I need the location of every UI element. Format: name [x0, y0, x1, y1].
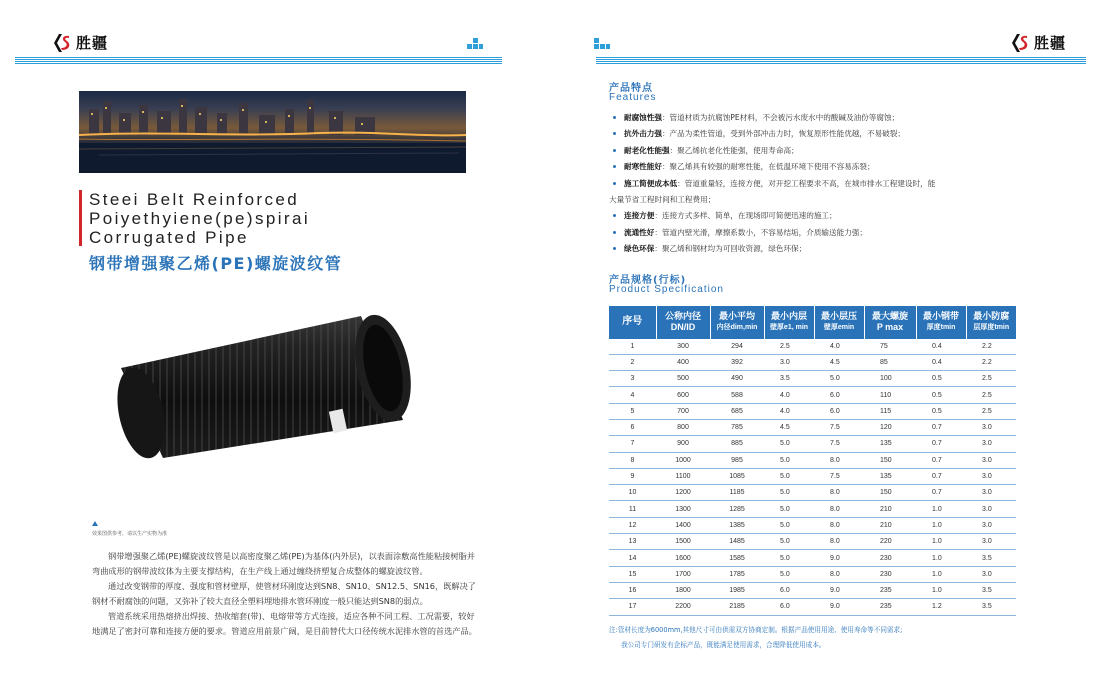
table-cell: 6.0 — [764, 599, 814, 615]
table-cell: 0.4 — [916, 338, 966, 354]
description-paragraph: 通过改变钢带的厚度、强度和管材壁厚，使管材环刚度达到SN8、SN10、SN12.5、SN16，既解决了钢材不耐腐蚀的问题，又弥补了较大直径全塑料埋地排水管环刚度一般只能达到SN8的弱点。 — [92, 581, 476, 606]
col-header-index: 序号 — [609, 306, 656, 338]
table-cell: 100 — [864, 371, 916, 387]
feature-item — [609, 176, 1029, 192]
table-cell: 3.0 — [966, 468, 1016, 484]
col-header-dn — [656, 306, 710, 338]
spec-table — [609, 306, 1016, 616]
table-cell: 1085 — [710, 468, 764, 484]
table-cell: 392 — [710, 354, 764, 370]
table-cell: 230 — [864, 566, 916, 582]
table-cell: 1.0 — [916, 534, 966, 550]
title-en — [89, 190, 310, 247]
table-cell: 5.0 — [764, 468, 814, 484]
table-cell: 9.0 — [814, 582, 864, 598]
table-cell: 1.0 — [916, 550, 966, 566]
table-cell: 1600 — [656, 550, 710, 566]
title-en-line: Poiyethyiene(pe)spirai — [89, 209, 310, 228]
table-cell: 300 — [656, 338, 710, 354]
table-cell: 1585 — [710, 550, 764, 566]
table-cell: 6.0 — [814, 403, 864, 419]
table-cell: 210 — [864, 517, 916, 533]
table-cell: 6.0 — [814, 387, 864, 403]
table-cell: 4.5 — [764, 419, 814, 435]
table-cell: 5.0 — [764, 436, 814, 452]
features-title-cn: 产品特点 — [609, 83, 653, 94]
table-cell: 9 — [609, 468, 656, 484]
table-cell: 1300 — [656, 501, 710, 517]
table-cell: 4.0 — [764, 403, 814, 419]
col-header-line: 最小防腐 — [973, 310, 1010, 321]
table-cell: 2.5 — [966, 371, 1016, 387]
title-accent-bar — [79, 190, 82, 246]
table-cell: 1700 — [656, 566, 710, 582]
table-row — [609, 436, 1016, 452]
table-cell: 3.0 — [966, 517, 1016, 533]
table-cell: 588 — [710, 387, 764, 403]
table-cell: 3.0 — [764, 354, 814, 370]
header-rule-left — [15, 57, 502, 64]
spec-header-row — [609, 306, 1016, 338]
table-row — [609, 338, 1016, 354]
title-en-line: Corrugated Pipe — [89, 228, 249, 247]
brand-name: 胜疆 — [1034, 34, 1067, 52]
table-cell: 0.7 — [916, 419, 966, 435]
table-cell: 75 — [864, 338, 916, 354]
bullet-icon — [613, 214, 616, 217]
description-paragraph: 管道系统采用热熔挤出焊接、热收缩套(带)、电熔带等方式连接，适应各种不同工程、工况需要，较好地满足了密封可靠和连接方便的要求。管道应用前景广阔，是目前替代大口径传统水泥排水管的首选产品。 — [92, 611, 477, 636]
table-cell: 2.2 — [966, 338, 1016, 354]
table-cell: 3.0 — [966, 534, 1016, 550]
table-cell: 685 — [710, 403, 764, 419]
table-cell: 8.0 — [814, 517, 864, 533]
col-header-coating — [966, 306, 1016, 338]
table-cell: 2200 — [656, 599, 710, 615]
table-cell: 1485 — [710, 534, 764, 550]
table-cell: 294 — [710, 338, 764, 354]
col-header-line: 最大螺旋 — [871, 310, 908, 321]
table-cell: 1400 — [656, 517, 710, 533]
table-cell: 120 — [864, 419, 916, 435]
table-cell: 110 — [864, 387, 916, 403]
product-description — [92, 549, 478, 639]
col-header-line: 公称内径 — [664, 310, 701, 321]
col-header-line: 厚度tmin — [926, 323, 956, 331]
note-triangle-icon — [92, 521, 98, 526]
page-marker-icon — [467, 38, 483, 50]
table-cell: 235 — [864, 582, 916, 598]
table-cell: 6.0 — [764, 582, 814, 598]
logo-mark-icon — [53, 33, 73, 53]
bullet-icon — [613, 132, 616, 135]
spec-title-en: Product Specification — [609, 284, 724, 295]
table-cell: 11 — [609, 501, 656, 517]
table-cell: 85 — [864, 354, 916, 370]
table-cell: 500 — [656, 371, 710, 387]
table-cell: 2185 — [710, 599, 764, 615]
table-cell: 12 — [609, 517, 656, 533]
col-header-line: 内径dim,min — [716, 323, 758, 331]
feature-text: ：管道材质为抗腐蚀PE材料，不会被污水废水中的酸碱及油份等腐蚀； — [661, 113, 900, 122]
table-cell: 220 — [864, 534, 916, 550]
col-header-line: 最小内层 — [770, 310, 807, 321]
feature-text: ：管道内壁光滑，摩擦系数小，不容易结垢，介质输送能力强； — [654, 227, 867, 237]
table-row — [609, 534, 1016, 550]
col-header-line: 壁厚emin — [823, 323, 855, 331]
table-cell: 0.5 — [916, 403, 966, 419]
table-cell: 3.5 — [966, 599, 1016, 615]
header-rule-right — [596, 57, 1086, 64]
features-list — [609, 110, 1029, 258]
table-cell: 4 — [609, 387, 656, 403]
bullet-icon — [613, 247, 616, 250]
table-cell: 0.7 — [916, 468, 966, 484]
table-cell: 3.0 — [966, 485, 1016, 501]
table-cell: 900 — [656, 436, 710, 452]
features-title-en: Features — [609, 92, 657, 103]
table-row — [609, 403, 1016, 419]
table-cell: 16 — [609, 582, 656, 598]
table-row — [609, 371, 1016, 387]
bullet-icon — [613, 182, 616, 185]
brand-name: 胜疆 — [76, 34, 109, 52]
feature-item — [609, 126, 1029, 142]
table-cell: 0.5 — [916, 371, 966, 387]
col-header-line: 层厚度tmin — [973, 323, 1010, 331]
col-header-line: 最小平均 — [718, 310, 755, 321]
table-cell: 2.5 — [966, 387, 1016, 403]
table-cell: 985 — [710, 452, 764, 468]
feature-label: 流通性好 — [624, 227, 655, 237]
table-row — [609, 468, 1016, 484]
table-cell: 1985 — [710, 582, 764, 598]
table-cell: 700 — [656, 403, 710, 419]
table-cell: 1.0 — [916, 582, 966, 598]
table-cell: 4.0 — [814, 338, 864, 354]
feature-label: 耐寒性能好 — [624, 162, 662, 172]
table-cell: 8.0 — [814, 534, 864, 550]
table-cell: 8 — [609, 452, 656, 468]
bullet-icon — [613, 116, 616, 119]
table-cell: 1785 — [710, 566, 764, 582]
table-cell: 14 — [609, 550, 656, 566]
table-cell: 3.5 — [966, 582, 1016, 598]
table-row — [609, 517, 1016, 533]
table-cell: 8.0 — [814, 452, 864, 468]
table-cell: 600 — [656, 387, 710, 403]
table-cell: 2.5 — [764, 338, 814, 354]
feature-item — [609, 208, 1029, 224]
table-cell: 3.0 — [966, 436, 1016, 452]
feature-label: 抗外击力强 — [624, 129, 662, 139]
photo-note: 效果图供参考，请以生产实物为准 — [92, 531, 168, 537]
table-cell: 1.0 — [916, 501, 966, 517]
city-night-banner-image — [79, 91, 466, 173]
bullet-icon — [613, 165, 616, 168]
table-cell: 135 — [864, 436, 916, 452]
table-cell: 785 — [710, 419, 764, 435]
feature-text: ：聚乙烯具有较强的耐寒性能，在低温环境下使用不容易冻裂； — [661, 162, 875, 172]
feature-item — [609, 143, 1029, 159]
table-cell: 150 — [864, 452, 916, 468]
feature-continuation: 大量节省工程时间和工程费用； — [609, 195, 716, 205]
spec-note: 我公司专门研发有企标产品，既能满足使用需求，合理降低使用成本。 — [621, 641, 826, 649]
table-cell: 9.0 — [814, 550, 864, 566]
title-cn: 钢带增强聚乙烯(PE)螺旋波纹管 — [89, 254, 343, 273]
brand-logo-right — [1011, 32, 1066, 53]
table-cell: 5.0 — [764, 566, 814, 582]
table-cell: 1.0 — [916, 517, 966, 533]
table-cell: 5.0 — [764, 517, 814, 533]
table-row — [609, 550, 1016, 566]
table-cell: 490 — [710, 371, 764, 387]
table-cell: 115 — [864, 403, 916, 419]
table-cell: 2 — [609, 354, 656, 370]
feature-label: 绿色环保 — [624, 244, 655, 254]
table-cell: 3.0 — [966, 566, 1016, 582]
col-header-line: 最小钢带 — [922, 310, 959, 321]
table-row — [609, 501, 1016, 517]
table-cell: 7.5 — [814, 436, 864, 452]
bullet-icon — [613, 149, 616, 152]
table-cell: 3.0 — [966, 452, 1016, 468]
feature-label: 施工简便成本低 — [624, 178, 678, 188]
table-cell: 5.0 — [764, 534, 814, 550]
col-header-line: 最小层压 — [820, 310, 857, 321]
table-cell: 10 — [609, 485, 656, 501]
table-cell: 135 — [864, 468, 916, 484]
table-cell: 5.0 — [764, 452, 814, 468]
feature-label: 耐老化性能强 — [624, 145, 670, 155]
table-cell: 3.0 — [966, 419, 1016, 435]
table-cell: 0.7 — [916, 485, 966, 501]
brand-logo-left — [53, 32, 108, 53]
table-cell: 5.0 — [814, 371, 864, 387]
table-cell: 13 — [609, 534, 656, 550]
table-cell: 3.5 — [966, 550, 1016, 566]
table-row — [609, 354, 1016, 370]
table-row — [609, 599, 1016, 615]
bullet-icon — [613, 231, 616, 234]
feature-label: 连接方便 — [624, 211, 655, 221]
table-cell: 1.0 — [916, 566, 966, 582]
spec-title-cn: 产品规格(行标) — [609, 275, 687, 286]
corrugated-pipe-image — [103, 310, 423, 460]
col-header-line: DN/ID — [670, 321, 696, 332]
table-cell: 1000 — [656, 452, 710, 468]
col-header-line: 壁厚e1, min — [769, 323, 809, 331]
table-cell: 8.0 — [814, 566, 864, 582]
table-cell: 150 — [864, 485, 916, 501]
table-cell: 4.5 — [814, 354, 864, 370]
table-cell: 1.2 — [916, 599, 966, 615]
table-cell: 2.5 — [966, 403, 1016, 419]
table-cell: 0.7 — [916, 452, 966, 468]
table-cell: 800 — [656, 419, 710, 435]
table-cell: 1285 — [710, 501, 764, 517]
feature-text: ：产品为柔性管道，受到外部冲击力时，恢复原形性能优越，不易破裂； — [661, 129, 905, 139]
table-cell: 400 — [656, 354, 710, 370]
table-cell: 210 — [864, 501, 916, 517]
table-row — [609, 452, 1016, 468]
col-header-emin — [814, 306, 864, 338]
table-cell: 3.5 — [764, 371, 814, 387]
table-cell: 0.5 — [916, 387, 966, 403]
table-cell: 3 — [609, 371, 656, 387]
table-cell: 8.0 — [814, 485, 864, 501]
table-cell: 1185 — [710, 485, 764, 501]
table-row — [609, 419, 1016, 435]
table-row — [609, 566, 1016, 582]
table-cell: 7.5 — [814, 468, 864, 484]
table-cell: 1385 — [710, 517, 764, 533]
logo-mark-icon — [1011, 33, 1031, 53]
table-cell: 7 — [609, 436, 656, 452]
table-row — [609, 582, 1016, 598]
table-cell: 0.7 — [916, 436, 966, 452]
description-paragraph: 钢带增强聚乙烯(PE)螺旋波纹管是以高密度聚乙烯(PE)为基体(内外层)，以表面涂敷高性能粘接树脂并弯曲成形的钢带波纹体为主要支撑结构，在生产线上通过缠绕挤塑复合成整体的螺旋波纹管。 — [92, 551, 475, 576]
table-cell: 8.0 — [814, 501, 864, 517]
table-cell: 1100 — [656, 468, 710, 484]
table-cell: 1500 — [656, 534, 710, 550]
table-cell: 1800 — [656, 582, 710, 598]
table-cell: 7.5 — [814, 419, 864, 435]
table-cell: 5.0 — [764, 501, 814, 517]
table-cell: 6 — [609, 419, 656, 435]
spec-note: 注:管材长度为6000mm,其他尺寸可由供需双方协商定制。根据产品使用用途、使用寿命等不同需求; — [609, 626, 903, 634]
feature-text: ：管道重量轻，连接方便，对开挖工程要求不高，在城市排水工程建设时，能 — [677, 178, 936, 188]
spec-notes — [609, 623, 902, 653]
feature-item — [609, 241, 1029, 257]
table-cell: 0.4 — [916, 354, 966, 370]
page-marker-icon — [594, 38, 610, 50]
table-cell: 9.0 — [814, 599, 864, 615]
table-cell: 4.0 — [764, 387, 814, 403]
table-cell: 5.0 — [764, 485, 814, 501]
table-cell: 235 — [864, 599, 916, 615]
table-cell: 1200 — [656, 485, 710, 501]
col-header-dim — [710, 306, 764, 338]
table-cell: 5 — [609, 403, 656, 419]
feature-text: ：聚乙烯和钢材均为可回收资源，绿色环保； — [654, 244, 807, 254]
feature-text: ：连接方式多样、简单，在现场即可简便迅速的施工； — [654, 211, 837, 221]
table-cell: 3.0 — [966, 501, 1016, 517]
table-row — [609, 485, 1016, 501]
table-row — [609, 387, 1016, 403]
feature-item — [609, 159, 1029, 175]
table-cell: 1 — [609, 338, 656, 354]
feature-item — [609, 110, 1029, 126]
col-header-line: P max — [876, 321, 904, 332]
table-cell: 5.0 — [764, 550, 814, 566]
table-cell: 885 — [710, 436, 764, 452]
col-header-e1 — [764, 306, 814, 338]
feature-text: ：聚乙烯抗老化性能强，使用寿命高； — [669, 145, 799, 155]
col-header-pmax — [864, 306, 916, 338]
table-cell: 15 — [609, 566, 656, 582]
title-en-line: Steei Belt Reinforced — [89, 190, 300, 209]
feature-item — [609, 225, 1029, 241]
col-header-steel — [916, 306, 966, 338]
feature-label: 耐腐蚀性强 — [624, 113, 662, 122]
table-cell: 230 — [864, 550, 916, 566]
table-cell: 17 — [609, 599, 656, 615]
table-cell: 2.2 — [966, 354, 1016, 370]
